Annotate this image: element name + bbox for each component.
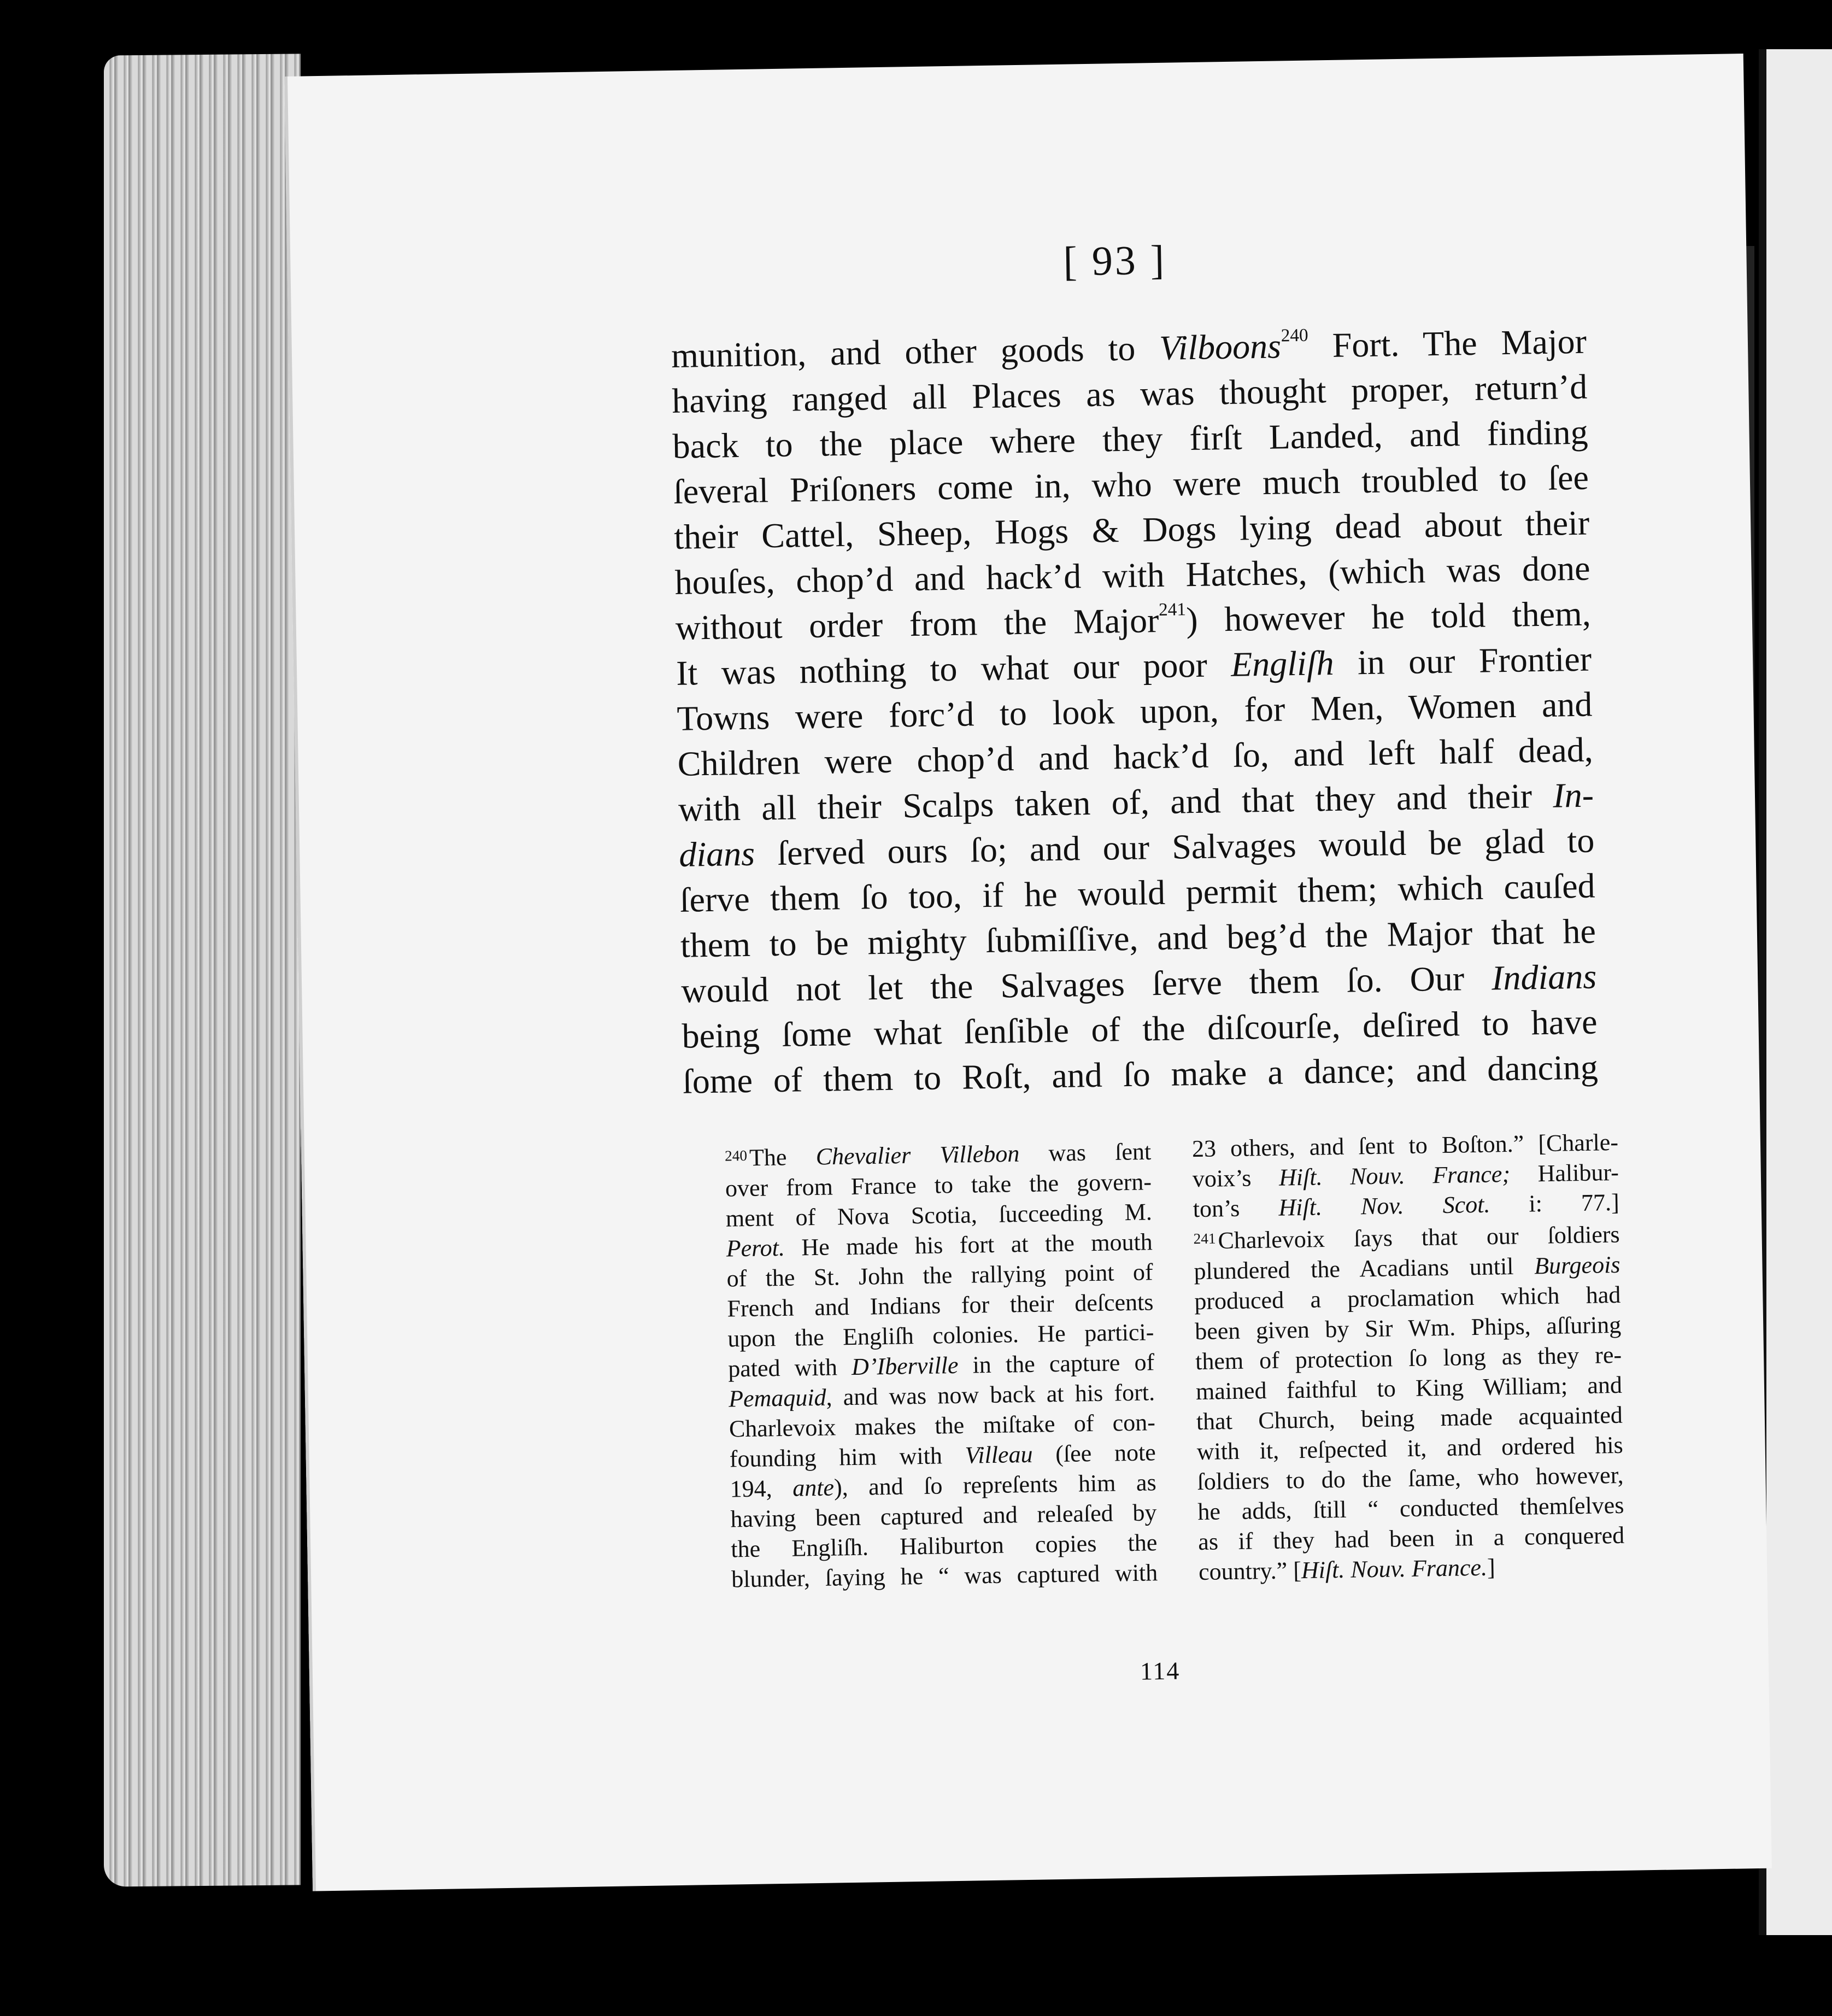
footnote-line: mained faithful to King William; and [1195,1371,1623,1405]
italic-text: ante [792,1474,835,1502]
footnote-line: produced a proclamation which had [1194,1281,1621,1315]
footnote-line: having been captured and releaſed by [730,1498,1157,1533]
main-text-line: would not let the Salvages ſerve them ſo. Our Indians [680,957,1597,1010]
page-header-number: [ 93 ] [1062,237,1167,285]
footnote-reference: 240 [1281,325,1308,346]
main-text-line: ſerve them ſo too, if he would permit them; which cauſed [679,866,1596,919]
main-text-line: being ſome what ſenſible of the diſcourſe, deſired to have [682,1002,1598,1056]
footnote-line: country.” [Hiſt. Nouv. France.] [1198,1554,1496,1585]
main-text-line: their Cattel, Sheep, Hogs & Dogs lying dead about their [673,503,1590,556]
footnotes-right-column [1192,1127,1625,1587]
italic-text: Hiſt. Nouv. France. [1301,1554,1488,1584]
footnote-line: ſoldiers to do the ſame, who however, [1197,1461,1624,1495]
main-text-line: Towns were forc’d to look upon, for Men, Women and [676,684,1593,738]
italic-text: dians [678,834,755,874]
main-text-line: them to be mighty ſubmiſſive, and beg’d the Major that he [680,911,1596,965]
main-text-line: back to the place where they firſt Landed, and finding [672,412,1589,466]
main-text-line: It was nothing to what our poor Engliſh in our Frontier [676,639,1592,693]
footnote-line: that Church, being made acquainted [1196,1401,1623,1435]
footnote-line: them of protection ſo long as they re- [1195,1341,1622,1375]
main-text-line: munition, and other goods to Vilboons$^{240}$ Fort. The Major [671,321,1587,375]
page-edges-stack [104,54,301,1886]
footnote-line: Pemaquid, and was now back at his fort. [728,1378,1155,1413]
main-text-line: ſome of them to Roſt, and ſo make a dance; and dancing [682,1047,1599,1101]
footnote-line: of the St. John the rallying point of [726,1258,1153,1292]
italic-text: Burgeois [1534,1251,1620,1279]
main-body-text [671,319,1598,1104]
footnote-line: over from France to take the govern- [725,1168,1152,1202]
footnote-line: $^{240}$The Chevalier Villebon was ſent [724,1138,1152,1171]
italic-text: Hiſt. Nov. Scot. [1278,1191,1490,1221]
footnote-line: 23 others, and ſent to Boſton.” [Charle- [1191,1128,1619,1163]
footnote-line: as if they had been in a conquered [1197,1521,1625,1555]
italic-text: Chevalier Villebon [815,1140,1020,1170]
footnote-line: $^{241}$Charlevoix ſays that our ſoldiers [1193,1221,1620,1254]
footnote-line: been given by Sir Wm. Phips, aſſuring [1194,1311,1622,1345]
italic-text: Villeau [965,1440,1033,1469]
italic-text: Perot. [726,1234,785,1262]
footnote-line: ment of Nova Scotia, ſucceeding M. [725,1198,1153,1232]
footnotes-left-column [725,1134,1158,1594]
footnote-line: with it, reſpected it, and ordered his [1196,1431,1624,1465]
footnote-line: ton’s Hiſt. Nov. Scot. i: 77.] [1193,1188,1620,1223]
page-footer-number: 114 [1140,1656,1181,1685]
footnote-line: Charlevoix makes the miſtake of con- [729,1408,1156,1443]
footnotes-section [724,1127,1627,1593]
main-text-line: without order from the Major$^{241}$) however he told them, [675,594,1592,647]
main-text-line: having ranged all Places as was thought proper, return’d [671,367,1588,420]
footnote-line: founding him with Villeau (ſee note [729,1438,1156,1473]
footnote-reference: 241 [1158,599,1187,620]
facing-page-edge [1759,49,1832,1935]
footnote-line: plundered the Acadians until Burgeois [1194,1251,1620,1285]
italic-text: D’Iberville [851,1351,959,1380]
footnote-number: 241 [1193,1230,1216,1247]
footnote-line: the Engliſh. Haliburton copies the [731,1528,1158,1563]
italic-text: Engliſh [1230,643,1335,684]
italic-text: Pemaquid [728,1384,826,1413]
main-text-line: dians ſerved ours ſo; and our Salvages would be glad to [678,821,1595,874]
footnote-line: pated with D’Iberville in the capture of [727,1348,1155,1382]
main-text-line: Children were chop’d and hack’d ſo, and left half dead, [677,730,1594,783]
footnote-line: voix’s Hiſt. Nouv. France; Halibur- [1192,1158,1619,1193]
book-page [284,54,1772,1891]
footnote-line: upon the Engliſh colonies. He partici- [727,1318,1154,1352]
footnote-line: Perot. He made his fort at the mouth [726,1228,1153,1262]
footnote-line: he adds, ſtill “ conducted themſelves [1197,1491,1624,1525]
footnote-line: blunder, ſaying he “ was captured with [731,1558,1158,1593]
main-text-line: houſes, chop’d and hack’d with Hatches, (which was done [674,548,1590,602]
footnote-line: 194, ante), and ſo repreſents him as [730,1468,1156,1503]
italic-text: Indians [1491,957,1597,998]
italic-text: Hiſt. Nouv. France; [1278,1161,1511,1191]
italic-text: Vilboons [1159,326,1282,367]
italic-text: In- [1552,775,1594,815]
main-text-line: with all their Scalps taken of, and that they and their In- [678,775,1594,829]
footnote-line: French and Indians for their deſcents [727,1288,1154,1322]
main-text-line: ſeveral Priſoners come in, who were much troubled to ſee [673,458,1589,511]
footnote-number: 240 [724,1147,748,1164]
